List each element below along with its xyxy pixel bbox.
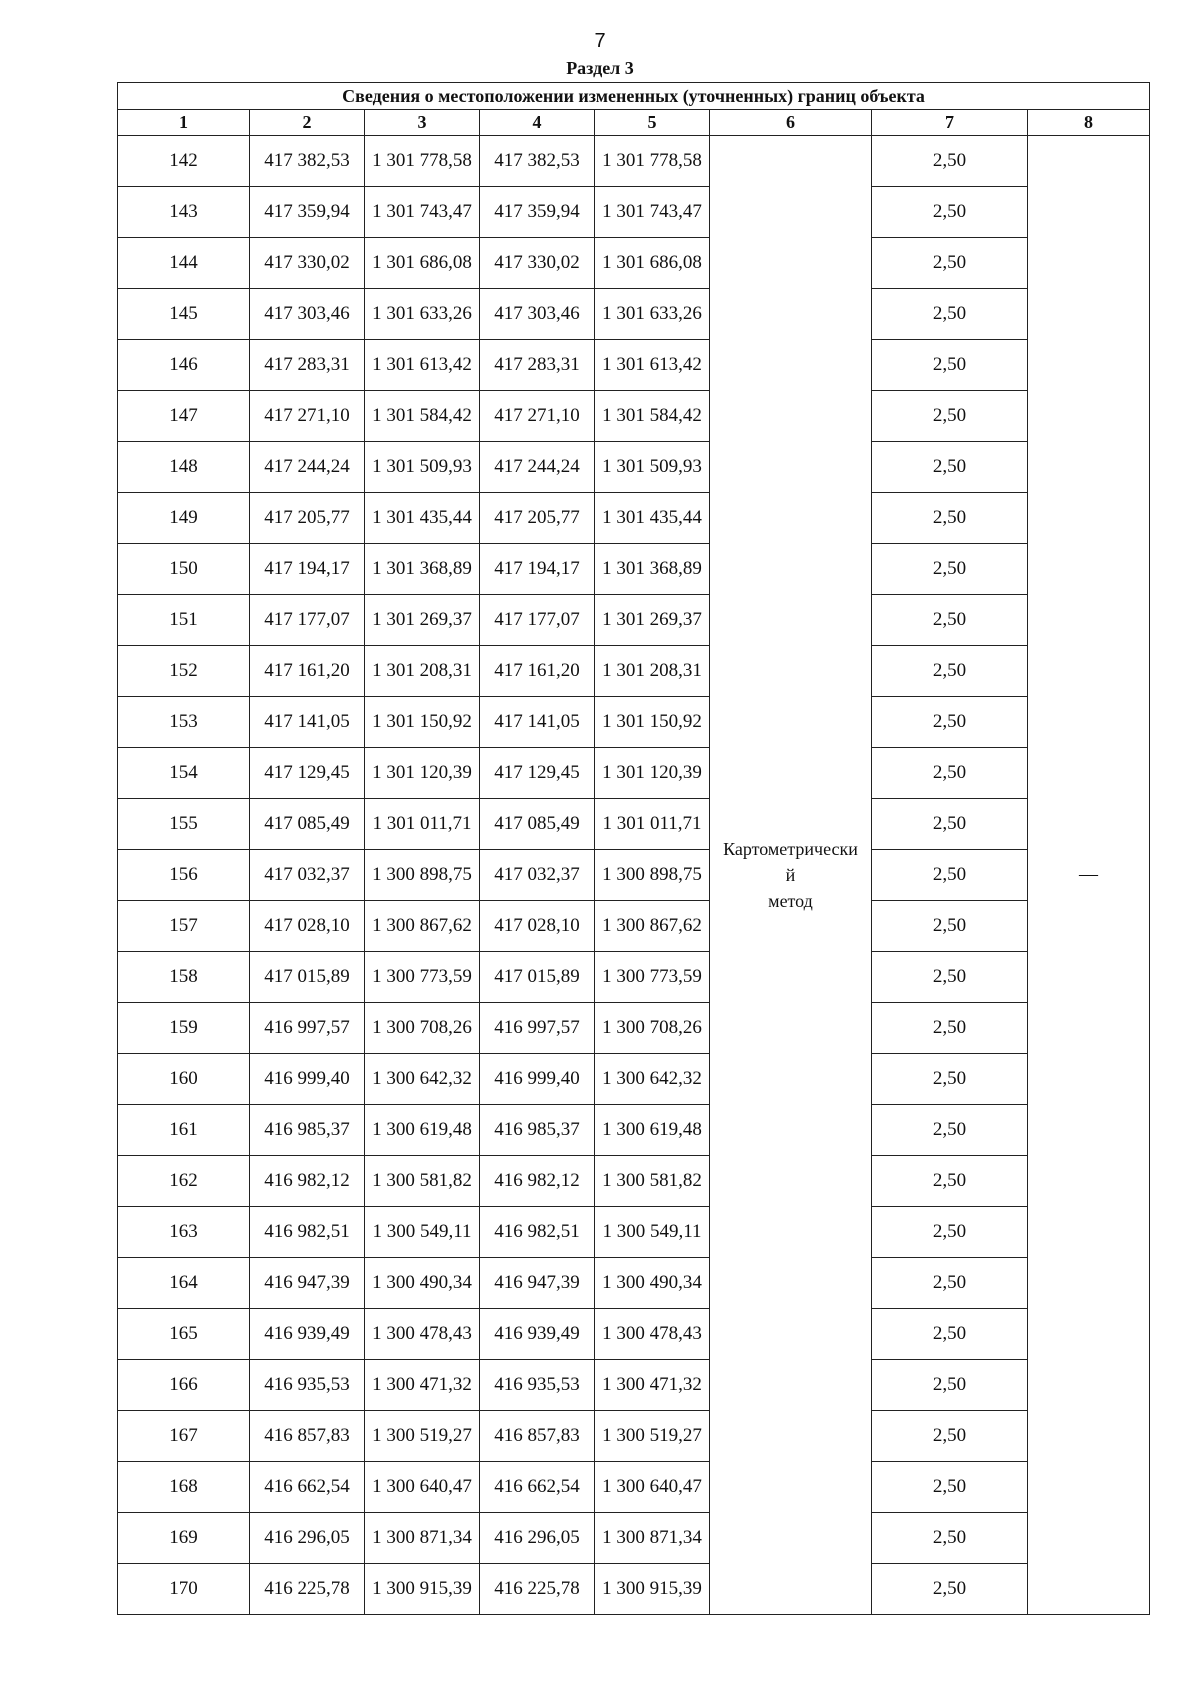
section-title: Раздел 3 <box>566 58 634 78</box>
y-existing-cell: 1 301 269,37 <box>365 595 480 646</box>
x-new-cell: 417 015,89 <box>480 952 595 1003</box>
accuracy-cell: 2,50 <box>872 1360 1028 1411</box>
point-number-cell: 170 <box>118 1564 250 1615</box>
x-existing-cell: 417 161,20 <box>250 646 365 697</box>
y-existing-cell: 1 301 686,08 <box>365 238 480 289</box>
x-existing-cell: 417 271,10 <box>250 391 365 442</box>
y-existing-cell: 1 300 471,32 <box>365 1360 480 1411</box>
x-existing-cell: 416 985,37 <box>250 1105 365 1156</box>
point-number-cell: 145 <box>118 289 250 340</box>
x-new-cell: 416 939,49 <box>480 1309 595 1360</box>
y-new-cell: 1 300 867,62 <box>595 901 710 952</box>
x-new-cell: 416 982,12 <box>480 1156 595 1207</box>
table-row <box>118 1309 1150 1360</box>
table-row <box>118 748 1150 799</box>
table-row <box>118 1360 1150 1411</box>
x-new-cell: 417 382,53 <box>480 136 595 187</box>
point-number-cell: 154 <box>118 748 250 799</box>
y-new-cell: 1 300 549,11 <box>595 1207 710 1258</box>
y-new-cell: 1 300 915,39 <box>595 1564 710 1615</box>
y-existing-cell: 1 300 642,32 <box>365 1054 480 1105</box>
x-new-cell: 417 244,24 <box>480 442 595 493</box>
point-number-cell: 150 <box>118 544 250 595</box>
x-existing-cell: 416 935,53 <box>250 1360 365 1411</box>
point-number-cell: 151 <box>118 595 250 646</box>
accuracy-cell: 2,50 <box>872 289 1028 340</box>
x-new-cell: 417 271,10 <box>480 391 595 442</box>
table-row <box>118 1207 1150 1258</box>
table-row <box>118 901 1150 952</box>
accuracy-cell: 2,50 <box>872 1156 1028 1207</box>
column-header: 3 <box>365 110 480 136</box>
point-number-cell: 146 <box>118 340 250 391</box>
method-text-line: Картометрически <box>723 839 858 859</box>
note-cell: — <box>1028 136 1150 1615</box>
table-row <box>118 238 1150 289</box>
x-existing-cell: 416 939,49 <box>250 1309 365 1360</box>
x-existing-cell: 416 982,12 <box>250 1156 365 1207</box>
y-new-cell: 1 301 368,89 <box>595 544 710 595</box>
y-existing-cell: 1 300 490,34 <box>365 1258 480 1309</box>
y-existing-cell: 1 301 435,44 <box>365 493 480 544</box>
accuracy-cell: 2,50 <box>872 544 1028 595</box>
x-existing-cell: 417 283,31 <box>250 340 365 391</box>
accuracy-cell: 2,50 <box>872 187 1028 238</box>
x-existing-cell: 417 032,37 <box>250 850 365 901</box>
column-header: 8 <box>1028 110 1150 136</box>
accuracy-cell: 2,50 <box>872 493 1028 544</box>
y-new-cell: 1 301 778,58 <box>595 136 710 187</box>
x-new-cell: 416 947,39 <box>480 1258 595 1309</box>
x-existing-cell: 416 982,51 <box>250 1207 365 1258</box>
y-new-cell: 1 301 743,47 <box>595 187 710 238</box>
accuracy-cell: 2,50 <box>872 1462 1028 1513</box>
table-row <box>118 187 1150 238</box>
point-number-cell: 165 <box>118 1309 250 1360</box>
table-row <box>118 136 1150 187</box>
column-header: 2 <box>250 110 365 136</box>
y-new-cell: 1 301 584,42 <box>595 391 710 442</box>
y-new-cell: 1 301 435,44 <box>595 493 710 544</box>
y-existing-cell: 1 300 708,26 <box>365 1003 480 1054</box>
point-number-cell: 143 <box>118 187 250 238</box>
x-existing-cell: 416 999,40 <box>250 1054 365 1105</box>
x-existing-cell: 416 296,05 <box>250 1513 365 1564</box>
accuracy-cell: 2,50 <box>872 697 1028 748</box>
accuracy-cell: 2,50 <box>872 1207 1028 1258</box>
x-new-cell: 417 161,20 <box>480 646 595 697</box>
method-text-line: метод <box>768 891 813 911</box>
table-row <box>118 646 1150 697</box>
point-number-cell: 159 <box>118 1003 250 1054</box>
y-new-cell: 1 301 269,37 <box>595 595 710 646</box>
y-existing-cell: 1 300 640,47 <box>365 1462 480 1513</box>
point-number-cell: 156 <box>118 850 250 901</box>
accuracy-cell: 2,50 <box>872 646 1028 697</box>
x-existing-cell: 416 225,78 <box>250 1564 365 1615</box>
accuracy-cell: 2,50 <box>872 1309 1028 1360</box>
x-new-cell: 417 330,02 <box>480 238 595 289</box>
x-new-cell: 417 177,07 <box>480 595 595 646</box>
y-new-cell: 1 301 120,39 <box>595 748 710 799</box>
x-existing-cell: 417 015,89 <box>250 952 365 1003</box>
table-row <box>118 799 1150 850</box>
x-new-cell: 417 205,77 <box>480 493 595 544</box>
x-new-cell: 417 359,94 <box>480 187 595 238</box>
x-new-cell: 417 085,49 <box>480 799 595 850</box>
table-row <box>118 1156 1150 1207</box>
x-existing-cell: 416 857,83 <box>250 1411 365 1462</box>
x-existing-cell: 417 330,02 <box>250 238 365 289</box>
y-existing-cell: 1 301 584,42 <box>365 391 480 442</box>
y-existing-cell: 1 301 011,71 <box>365 799 480 850</box>
accuracy-cell: 2,50 <box>872 1513 1028 1564</box>
x-existing-cell: 417 129,45 <box>250 748 365 799</box>
table-row <box>118 1564 1150 1615</box>
table-row <box>118 340 1150 391</box>
y-existing-cell: 1 300 915,39 <box>365 1564 480 1615</box>
table-row <box>118 1411 1150 1462</box>
x-existing-cell: 417 205,77 <box>250 493 365 544</box>
y-new-cell: 1 300 871,34 <box>595 1513 710 1564</box>
point-number-cell: 167 <box>118 1411 250 1462</box>
accuracy-cell: 2,50 <box>872 595 1028 646</box>
y-new-cell: 1 300 471,32 <box>595 1360 710 1411</box>
point-number-cell: 163 <box>118 1207 250 1258</box>
x-existing-cell: 416 662,54 <box>250 1462 365 1513</box>
y-new-cell: 1 300 640,47 <box>595 1462 710 1513</box>
x-new-cell: 416 985,37 <box>480 1105 595 1156</box>
y-new-cell: 1 300 708,26 <box>595 1003 710 1054</box>
y-existing-cell: 1 301 509,93 <box>365 442 480 493</box>
column-header: 6 <box>710 110 872 136</box>
y-existing-cell: 1 301 743,47 <box>365 187 480 238</box>
accuracy-cell: 2,50 <box>872 1105 1028 1156</box>
point-number-cell: 144 <box>118 238 250 289</box>
x-new-cell: 416 296,05 <box>480 1513 595 1564</box>
y-new-cell: 1 301 686,08 <box>595 238 710 289</box>
point-number-cell: 153 <box>118 697 250 748</box>
table-row <box>118 1003 1150 1054</box>
y-existing-cell: 1 301 778,58 <box>365 136 480 187</box>
table-caption: Сведения о местоположении измененных (уточненных) границ объекта <box>118 83 1150 110</box>
y-new-cell: 1 301 150,92 <box>595 697 710 748</box>
column-header: 1 <box>118 110 250 136</box>
accuracy-cell: 2,50 <box>872 340 1028 391</box>
x-new-cell: 417 129,45 <box>480 748 595 799</box>
accuracy-cell: 2,50 <box>872 1003 1028 1054</box>
method-cell <box>710 136 872 1615</box>
table-body <box>118 136 1150 1615</box>
y-new-cell: 1 300 581,82 <box>595 1156 710 1207</box>
point-number-cell: 148 <box>118 442 250 493</box>
y-new-cell: 1 300 478,43 <box>595 1309 710 1360</box>
y-existing-cell: 1 300 773,59 <box>365 952 480 1003</box>
x-existing-cell: 417 359,94 <box>250 187 365 238</box>
accuracy-cell: 2,50 <box>872 1411 1028 1462</box>
y-new-cell: 1 300 642,32 <box>595 1054 710 1105</box>
y-existing-cell: 1 300 619,48 <box>365 1105 480 1156</box>
table-row <box>118 1462 1150 1513</box>
table-row <box>118 1054 1150 1105</box>
x-existing-cell: 417 382,53 <box>250 136 365 187</box>
point-number-cell: 142 <box>118 136 250 187</box>
table-row <box>118 697 1150 748</box>
point-number-cell: 155 <box>118 799 250 850</box>
table-row <box>118 1258 1150 1309</box>
y-new-cell: 1 301 633,26 <box>595 289 710 340</box>
y-new-cell: 1 301 509,93 <box>595 442 710 493</box>
table-row <box>118 544 1150 595</box>
point-number-cell: 169 <box>118 1513 250 1564</box>
y-new-cell: 1 300 773,59 <box>595 952 710 1003</box>
y-new-cell: 1 301 208,31 <box>595 646 710 697</box>
x-new-cell: 416 857,83 <box>480 1411 595 1462</box>
y-existing-cell: 1 301 633,26 <box>365 289 480 340</box>
x-existing-cell: 417 085,49 <box>250 799 365 850</box>
point-number-cell: 160 <box>118 1054 250 1105</box>
y-new-cell: 1 301 011,71 <box>595 799 710 850</box>
page-number: 7 <box>594 30 606 52</box>
x-new-cell: 417 303,46 <box>480 289 595 340</box>
coordinates-table <box>117 82 1150 1615</box>
y-existing-cell: 1 300 871,34 <box>365 1513 480 1564</box>
y-existing-cell: 1 301 613,42 <box>365 340 480 391</box>
column-header: 7 <box>872 110 1028 136</box>
point-number-cell: 147 <box>118 391 250 442</box>
y-existing-cell: 1 301 368,89 <box>365 544 480 595</box>
x-existing-cell: 417 177,07 <box>250 595 365 646</box>
table-row <box>118 289 1150 340</box>
column-header: 4 <box>480 110 595 136</box>
column-header-row <box>118 110 1150 136</box>
x-new-cell: 417 032,37 <box>480 850 595 901</box>
method-text-line: й <box>785 865 796 885</box>
x-existing-cell: 416 997,57 <box>250 1003 365 1054</box>
x-new-cell: 416 999,40 <box>480 1054 595 1105</box>
y-existing-cell: 1 300 581,82 <box>365 1156 480 1207</box>
x-new-cell: 416 982,51 <box>480 1207 595 1258</box>
table-row <box>118 493 1150 544</box>
point-number-cell: 161 <box>118 1105 250 1156</box>
y-existing-cell: 1 300 478,43 <box>365 1309 480 1360</box>
y-new-cell: 1 300 519,27 <box>595 1411 710 1462</box>
table-row <box>118 1513 1150 1564</box>
accuracy-cell: 2,50 <box>872 136 1028 187</box>
y-existing-cell: 1 300 867,62 <box>365 901 480 952</box>
x-existing-cell: 417 141,05 <box>250 697 365 748</box>
accuracy-cell: 2,50 <box>872 391 1028 442</box>
accuracy-cell: 2,50 <box>872 238 1028 289</box>
point-number-cell: 164 <box>118 1258 250 1309</box>
x-existing-cell: 416 947,39 <box>250 1258 365 1309</box>
accuracy-cell: 2,50 <box>872 1258 1028 1309</box>
x-existing-cell: 417 028,10 <box>250 901 365 952</box>
x-new-cell: 417 283,31 <box>480 340 595 391</box>
x-new-cell: 416 997,57 <box>480 1003 595 1054</box>
table-row <box>118 1105 1150 1156</box>
accuracy-cell: 2,50 <box>872 850 1028 901</box>
accuracy-cell: 2,50 <box>872 442 1028 493</box>
y-existing-cell: 1 300 519,27 <box>365 1411 480 1462</box>
point-number-cell: 168 <box>118 1462 250 1513</box>
table-row <box>118 442 1150 493</box>
point-number-cell: 157 <box>118 901 250 952</box>
x-new-cell: 417 141,05 <box>480 697 595 748</box>
point-number-cell: 149 <box>118 493 250 544</box>
column-header: 5 <box>595 110 710 136</box>
x-new-cell: 417 194,17 <box>480 544 595 595</box>
point-number-cell: 158 <box>118 952 250 1003</box>
accuracy-cell: 2,50 <box>872 748 1028 799</box>
point-number-cell: 152 <box>118 646 250 697</box>
point-number-cell: 162 <box>118 1156 250 1207</box>
accuracy-cell: 2,50 <box>872 1564 1028 1615</box>
table-row <box>118 595 1150 646</box>
y-new-cell: 1 300 490,34 <box>595 1258 710 1309</box>
accuracy-cell: 2,50 <box>872 1054 1028 1105</box>
x-existing-cell: 417 194,17 <box>250 544 365 595</box>
x-new-cell: 417 028,10 <box>480 901 595 952</box>
table-row <box>118 391 1150 442</box>
x-new-cell: 416 935,53 <box>480 1360 595 1411</box>
accuracy-cell: 2,50 <box>872 901 1028 952</box>
y-existing-cell: 1 300 549,11 <box>365 1207 480 1258</box>
y-new-cell: 1 301 613,42 <box>595 340 710 391</box>
table-row <box>118 850 1150 901</box>
x-existing-cell: 417 244,24 <box>250 442 365 493</box>
y-new-cell: 1 300 619,48 <box>595 1105 710 1156</box>
x-existing-cell: 417 303,46 <box>250 289 365 340</box>
y-new-cell: 1 300 898,75 <box>595 850 710 901</box>
x-new-cell: 416 225,78 <box>480 1564 595 1615</box>
y-existing-cell: 1 301 120,39 <box>365 748 480 799</box>
accuracy-cell: 2,50 <box>872 952 1028 1003</box>
accuracy-cell: 2,50 <box>872 799 1028 850</box>
x-new-cell: 416 662,54 <box>480 1462 595 1513</box>
table-row <box>118 952 1150 1003</box>
point-number-cell: 166 <box>118 1360 250 1411</box>
y-existing-cell: 1 300 898,75 <box>365 850 480 901</box>
y-existing-cell: 1 301 208,31 <box>365 646 480 697</box>
y-existing-cell: 1 301 150,92 <box>365 697 480 748</box>
